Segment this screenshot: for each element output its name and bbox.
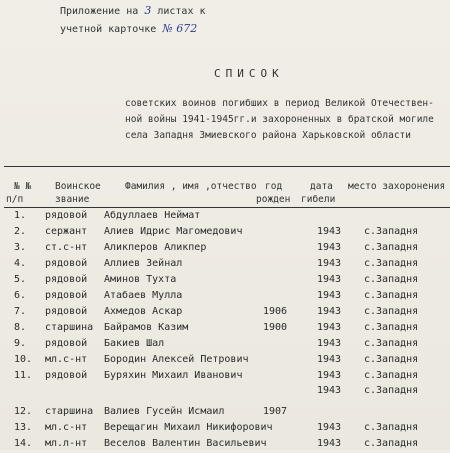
cell-num: 12. xyxy=(14,406,33,417)
cell-name: Валиев Гусейн Исмаил xyxy=(104,406,225,417)
cell-died: 1943 xyxy=(317,354,342,365)
cell-rank: старшина xyxy=(45,322,94,333)
cell-died: 1943 xyxy=(317,322,342,333)
cell-rank: старшина xyxy=(45,406,94,417)
cell-died: 1943 xyxy=(317,306,342,317)
document-title: СПИСОК xyxy=(214,67,284,80)
cell-died: 1943 xyxy=(317,258,342,269)
cell-rank: сержант xyxy=(45,226,88,237)
table-row xyxy=(0,210,450,225)
table-row xyxy=(0,274,450,289)
table-row xyxy=(0,354,450,369)
col-header-num-2: п/п xyxy=(6,194,24,205)
cell-rank: мл.л-нт xyxy=(45,438,88,449)
cell-rank: рядовой xyxy=(45,274,88,285)
cell-rank: рядовой xyxy=(45,338,88,349)
cell-name: Бородин Алексей Петрович xyxy=(104,354,249,365)
cell-rank: рядовой xyxy=(45,258,88,269)
table-row xyxy=(0,258,450,273)
table-row xyxy=(0,385,450,400)
table-row xyxy=(0,370,450,385)
cell-born: 1907 xyxy=(263,406,288,417)
cell-name: Ахмедов Аскар xyxy=(104,306,183,317)
col-header-rank-2: звание xyxy=(55,194,90,205)
table-row xyxy=(0,438,450,453)
cell-born: 1900 xyxy=(263,322,288,333)
cell-rank: рядовой xyxy=(45,306,88,317)
attachment-note xyxy=(60,5,206,18)
cell-num: 5. xyxy=(14,274,27,285)
attachment-note-suffix: листах к xyxy=(157,6,206,17)
cell-name: Атабаев Мулла xyxy=(104,290,183,301)
cell-num: 2. xyxy=(14,226,27,237)
handwritten-card-number: № 672 xyxy=(162,22,198,35)
cell-num: 3. xyxy=(14,242,27,253)
table-header-rule xyxy=(4,207,450,208)
cell-num: 8. xyxy=(14,322,27,333)
table-row xyxy=(0,338,450,353)
col-header-died: дата xyxy=(310,181,333,192)
table-row xyxy=(0,290,450,305)
cell-rank: рядовой xyxy=(45,370,88,381)
cell-died: 1943 xyxy=(317,274,342,285)
cell-died: 1943 xyxy=(317,290,342,301)
record-card-label: учетной карточке xyxy=(60,24,157,35)
cell-born: 1906 xyxy=(263,306,288,317)
table-row xyxy=(0,406,450,421)
cell-num: 9. xyxy=(14,338,27,349)
col-header-place: место захоронения xyxy=(348,181,446,192)
subtitle-line-3: села Западня Змиевского района Харьковской области xyxy=(125,130,411,141)
col-header-rank: Воинское xyxy=(55,181,101,192)
cell-rank: рядовой xyxy=(45,290,88,301)
subtitle-line-2: ной войны 1941-1945гг.и захороненных в братской могиле xyxy=(125,114,434,125)
cell-place: с.Западня xyxy=(364,338,419,349)
cell-name: Аликперов Аликпер xyxy=(104,242,207,253)
cell-place: с.Западня xyxy=(364,354,419,365)
col-header-born: год xyxy=(265,181,283,192)
cell-name: Веселов Валентин Васильевич xyxy=(104,438,267,449)
cell-place: с.Западня xyxy=(364,422,419,433)
table-row xyxy=(0,226,450,241)
cell-place: с.Западня xyxy=(364,385,419,396)
table-row xyxy=(0,322,450,337)
table-row xyxy=(0,242,450,257)
cell-died: 1943 xyxy=(317,370,342,381)
col-header-num: № № xyxy=(14,181,32,192)
table-row xyxy=(0,422,450,437)
cell-rank: мл.с-нт xyxy=(45,354,88,365)
cell-died: 1943 xyxy=(317,226,342,237)
cell-died: 1943 xyxy=(317,438,342,449)
cell-died: 1943 xyxy=(317,242,342,253)
table-top-rule xyxy=(4,166,450,167)
cell-name: Аминов Тухта xyxy=(104,274,177,285)
cell-rank: ст.с-нт xyxy=(45,242,88,253)
cell-place: с.Западня xyxy=(364,274,419,285)
cell-place: с.Западня xyxy=(364,438,419,449)
cell-num: 11. xyxy=(14,370,33,381)
cell-num: 6. xyxy=(14,290,27,301)
cell-name: Абдуллаев Неймат xyxy=(104,210,201,221)
cell-place: с.Западня xyxy=(364,306,419,317)
cell-place: с.Западня xyxy=(364,370,419,381)
attachment-note-prefix: Приложение на xyxy=(60,6,139,17)
col-header-born-2: рожден xyxy=(256,194,291,205)
record-card-note xyxy=(60,23,197,36)
cell-name: Аллиев Зейнал xyxy=(104,258,183,269)
cell-num: 7. xyxy=(14,306,27,317)
cell-died: 1943 xyxy=(317,338,342,349)
cell-num: 13. xyxy=(14,422,33,433)
cell-num: 14. xyxy=(14,438,33,449)
cell-num: 10. xyxy=(14,354,33,365)
cell-num: 4. xyxy=(14,258,27,269)
cell-num: 1. xyxy=(14,210,27,221)
handwritten-sheet-count: 3 xyxy=(144,4,152,17)
cell-place: с.Западня xyxy=(364,242,419,253)
subtitle-line-1: советских воинов погибших в период Великой Отечествен- xyxy=(125,98,434,109)
col-header-name: Фамилия , имя ,отчество xyxy=(125,181,257,192)
cell-name: Верещагин Михаил Никифорович xyxy=(104,422,273,433)
cell-place: с.Западня xyxy=(364,226,419,237)
col-header-died-2: гибели xyxy=(301,194,336,205)
cell-rank: мл.с-нт xyxy=(45,422,88,433)
cell-name: Бакиев Шал xyxy=(104,338,165,349)
cell-rank: рядовой xyxy=(45,210,88,221)
cell-died: 1943 xyxy=(317,422,342,433)
cell-name: Байрамов Казим xyxy=(104,322,189,333)
cell-place: с.Западня xyxy=(364,258,419,269)
cell-name: Алиев Идрис Магомедович xyxy=(104,226,243,237)
cell-place: с.Западня xyxy=(364,322,419,333)
cell-died: 1943 xyxy=(317,385,342,396)
cell-name: Буряхин Михаил Иванович xyxy=(104,370,243,381)
table-row xyxy=(0,306,450,321)
cell-place: с.Западня xyxy=(364,290,419,301)
